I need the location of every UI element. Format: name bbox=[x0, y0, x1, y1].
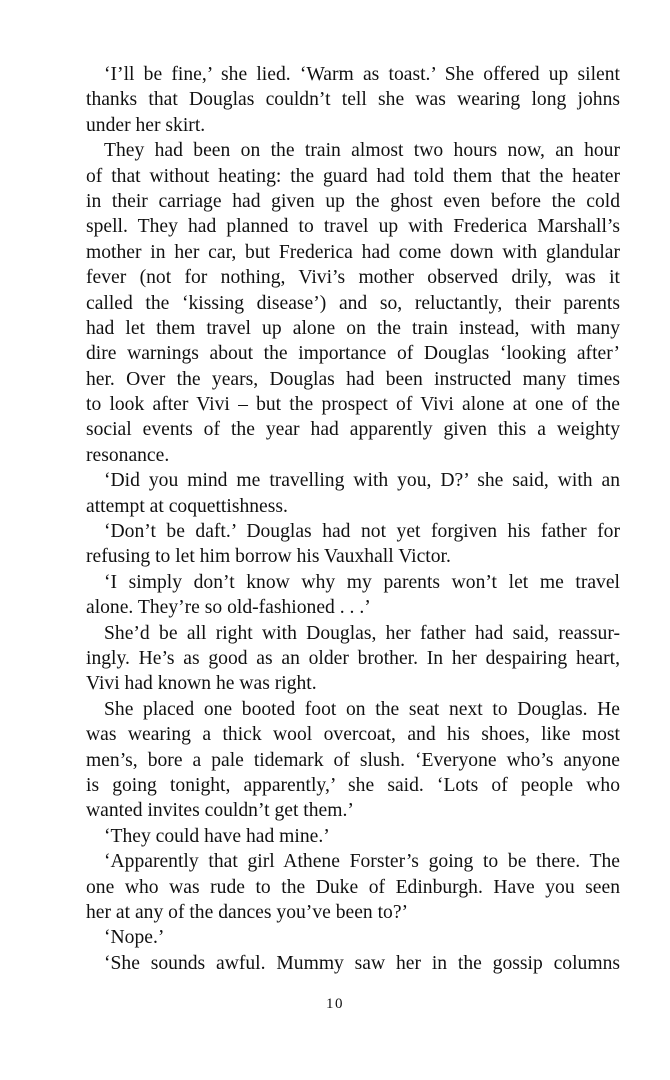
text-line: her. Over the years, Douglas had been instructed many times bbox=[86, 368, 620, 390]
text-line: She placed one booted foot on the seat next to Douglas. He bbox=[104, 698, 620, 720]
text-line: ‘She sounds awful. Mummy saw her in the gossip columns bbox=[104, 952, 620, 974]
text-line: under her skirt. bbox=[86, 114, 206, 136]
text-line: Vivi had known he was right. bbox=[86, 673, 317, 695]
text-line: mother in her car, but Frederica had come down with glandular bbox=[86, 241, 620, 263]
text-line: ‘They could have had mine.’ bbox=[104, 825, 330, 847]
text-line: attempt at coquettishness. bbox=[86, 495, 288, 517]
text-line: fever (not for nothing, Vivi’s mother observed drily, was it bbox=[86, 267, 620, 289]
text-line: ‘I’ll be fine,’ she lied. ‘Warm as toast.’ She offered up silent bbox=[104, 64, 620, 85]
text-line: dire warnings about the importance of Douglas ‘looking after’ bbox=[86, 343, 620, 365]
text-line: They had been on the train almost two hours now, an hour bbox=[104, 140, 620, 162]
body-text bbox=[86, 62, 620, 976]
text-line: was wearing a thick wool overcoat, and his shoes, like most bbox=[86, 724, 620, 746]
text-line: alone. They’re so old-fashioned . . .’ bbox=[86, 597, 371, 619]
text-line: spell. They had planned to travel up with Frederica Marshall’s bbox=[86, 216, 620, 238]
text-line: called the ‘kissing disease’) and so, reluctantly, their parents bbox=[86, 292, 620, 314]
text-line: had let them travel up alone on the train instead, with many bbox=[86, 317, 620, 339]
text-line: wanted invites couldn’t get them.’ bbox=[86, 800, 354, 822]
text-line: ingly. He’s as good as an older brother. In her despairing heart, bbox=[86, 647, 620, 669]
text-line: ‘Nope.’ bbox=[104, 927, 165, 949]
text-line: in their carriage had given up the ghost even before the cold bbox=[86, 190, 620, 212]
text-line: ‘I simply don’t know why my parents won’t let me travel bbox=[104, 571, 620, 593]
text-line: ‘Did you mind me travelling with you, D?’ she said, with an bbox=[104, 470, 620, 492]
text-line: social events of the year had apparently given this a weighty bbox=[86, 419, 620, 441]
text-line: men’s, bore a pale tidemark of slush. ‘Everyone who’s anyone bbox=[86, 749, 620, 771]
text-line: is going tonight, apparently,’ she said. ‘Lots of people who bbox=[86, 774, 620, 796]
text-line: one who was rude to the Duke of Edinburgh. Have you seen bbox=[86, 876, 620, 898]
text-line: to look after Vivi – but the prospect of Vivi alone at one of the bbox=[86, 394, 620, 416]
text-line: of that without heating: the guard had told them that the heater bbox=[86, 165, 620, 187]
text-line: She’d be all right with Douglas, her father had said, reassur- bbox=[104, 622, 620, 644]
text-line: ‘Apparently that girl Athene Forster’s going to be there. The bbox=[104, 851, 620, 873]
page-number: 10 bbox=[326, 996, 344, 1012]
text-line: ‘Don’t be daft.’ Douglas had not yet forgiven his father for bbox=[104, 521, 620, 543]
text-line: her at any of the dances you’ve been to?’ bbox=[86, 901, 409, 923]
text-line: refusing to let him borrow his Vauxhall Victor. bbox=[86, 546, 451, 568]
text-line: resonance. bbox=[86, 444, 170, 466]
text-line: thanks that Douglas couldn’t tell she was wearing long johns bbox=[86, 89, 620, 111]
